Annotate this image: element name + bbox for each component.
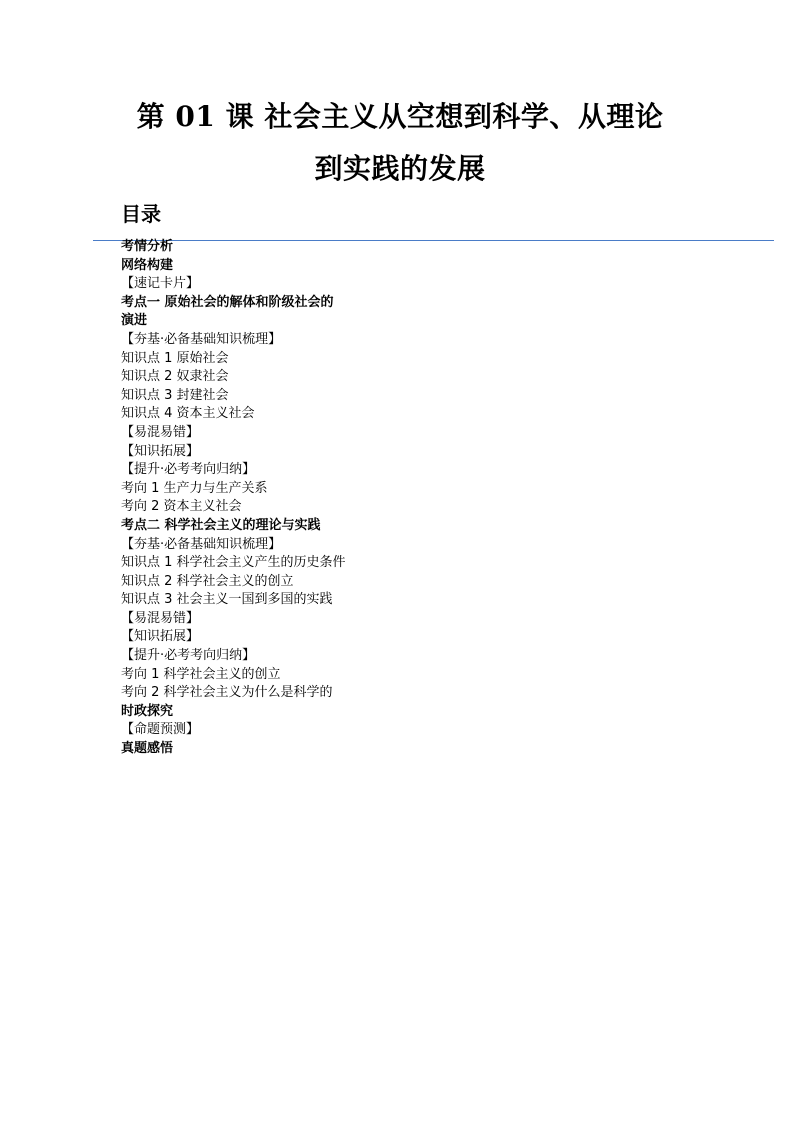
toc-heading: 目录 [121, 202, 161, 226]
toc-entry[interactable]: 【知识拓展】 [121, 629, 200, 645]
toc-entry[interactable]: 【提升·必考考向归纳】 [121, 462, 256, 478]
document-title-line-1: 第 01 课 社会主义从空想到科学、从理论 [136, 100, 664, 133]
toc-entry[interactable]: 【命题预测】 [121, 722, 200, 738]
toc-entry[interactable]: 考点一 原始社会的解体和阶级社会的 [121, 294, 334, 310]
document-title-line-2: 到实践的发展 [314, 152, 486, 185]
toc-entry[interactable]: 知识点 3 社会主义一国到多国的实践 [121, 592, 333, 608]
toc-entry[interactable]: 【提升·必考考向归纳】 [121, 648, 256, 664]
toc-entry[interactable]: 知识点 2 科学社会主义的创立 [121, 573, 294, 589]
toc-entry[interactable]: 知识点 1 原始社会 [121, 350, 229, 366]
toc-entry[interactable]: 【易混易错】 [121, 424, 200, 440]
toc-entry[interactable]: 时政探究 [121, 703, 174, 719]
toc-entry[interactable]: 考向 2 资本主义社会 [121, 499, 242, 515]
toc-entry[interactable]: 知识点 3 封建社会 [121, 387, 229, 403]
toc-entry[interactable]: 考向 1 生产力与生产关系 [121, 480, 268, 496]
toc-entry[interactable]: 真题感悟 [121, 741, 174, 757]
toc-list [121, 238, 346, 759]
toc-entry[interactable]: 考点二 科学社会主义的理论与实践 [121, 517, 321, 533]
toc-entry[interactable]: 考向 2 科学社会主义为什么是科学的 [121, 685, 333, 701]
toc-entry[interactable]: 【知识拓展】 [121, 443, 200, 459]
toc-entry[interactable]: 【易混易错】 [121, 610, 200, 626]
toc-entry[interactable]: 考向 1 科学社会主义的创立 [121, 666, 281, 682]
toc-entry[interactable]: 【速记卡片】 [121, 276, 200, 292]
toc-entry[interactable]: 网络构建 [121, 257, 174, 273]
toc-entry[interactable]: 演进 [121, 313, 148, 329]
toc-entry[interactable]: 知识点 2 奴隶社会 [121, 369, 229, 385]
toc-entry[interactable]: 【夯基·必备基础知识梳理】 [121, 331, 282, 347]
toc-entry[interactable]: 考情分析 [121, 239, 174, 254]
toc-entry[interactable]: 知识点 1 科学社会主义产生的历史条件 [121, 555, 346, 571]
toc-entry[interactable]: 知识点 4 资本主义社会 [121, 406, 255, 422]
toc-entry[interactable]: 【夯基·必备基础知识梳理】 [121, 536, 282, 552]
